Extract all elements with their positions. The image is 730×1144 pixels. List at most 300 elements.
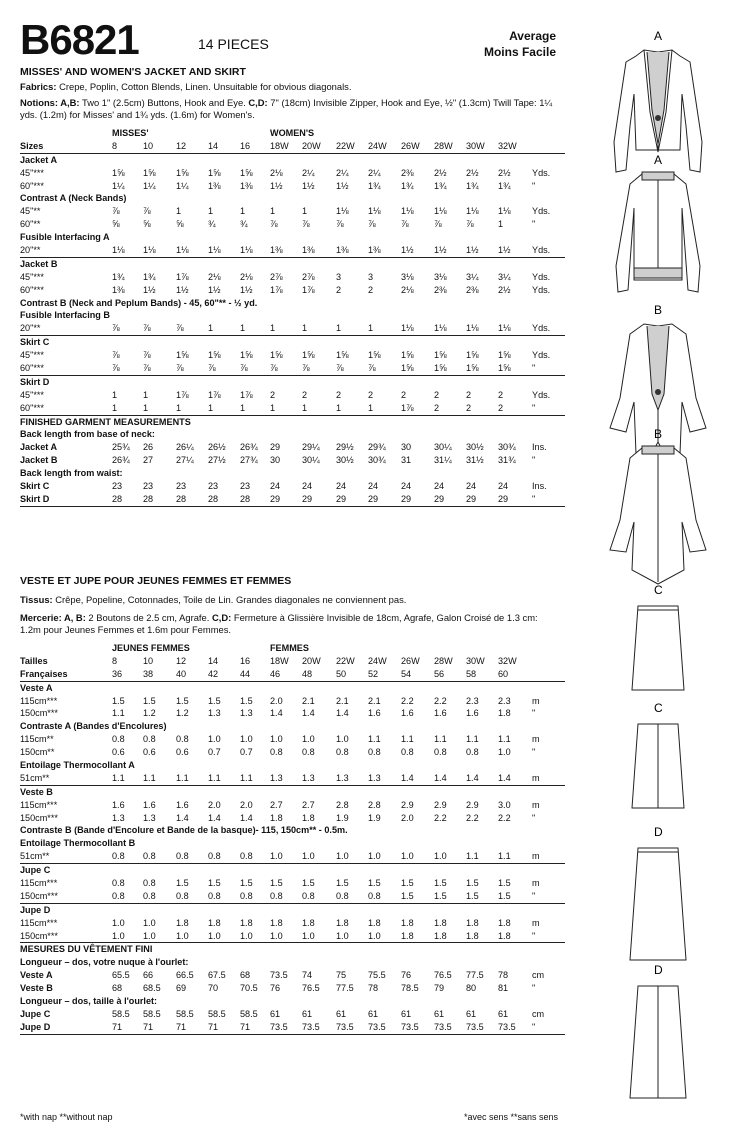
value-cell: 1⅝ [208,167,221,178]
section-heading [20,864,565,877]
size-cell: 14 [208,140,219,151]
value-cell: ⅞ [143,206,151,217]
row-label: 60"*** [20,284,44,295]
section-heading [20,837,565,850]
value-cell: 1¾ [434,180,447,191]
value-cell: 1⅛ [498,206,511,217]
notions-cd: 7" (18cm) Invisible Zipper, Hook and Eye, ½" (1.3cm) Twill Tape: 1¼ yds. (1.2m) for Misses' and 1¾ yds. (1.6m) for Women's. [20,97,553,121]
value-cell: 1⅞ [401,402,414,413]
value-cell: 1.6 [368,708,381,719]
view-c-front [632,583,684,690]
value-cell: 74 [302,970,313,981]
value-cell: 0.8 [143,878,156,889]
size-group-1: MISSES' [112,128,149,138]
value-cell: 1⅜ [336,245,349,256]
value-cell: 30¾ [368,455,386,466]
value-cell: 24 [368,481,379,492]
value-cell: 2 [368,389,374,400]
value-cell: 0.8 [270,747,283,758]
size-cell: 36 [112,668,123,679]
value-cell: 29 [434,493,445,504]
value-cell: 1.8 [498,930,511,941]
value-cell: ¾ [208,219,216,230]
value-cell: 3⅛ [401,271,414,282]
value-cell: 2⅜ [401,167,414,178]
view-a-front [614,29,702,172]
row-label: 150cm*** [20,708,58,719]
value-cell: 1 [208,402,214,413]
unit-cell: " [532,363,536,374]
value-cell: 27¼ [176,455,194,466]
value-cell: 73.5 [466,1021,484,1032]
value-cell: 1.0 [302,851,315,862]
value-cell: 2.3 [466,695,479,706]
size-cell: 22W [336,655,355,666]
value-cell: 1.3 [208,708,221,719]
size-cell: 16 [240,655,251,666]
table-row [20,1021,565,1035]
value-cell: 1.4 [240,812,253,823]
table-row [20,493,565,507]
value-cell: 1.8 [401,917,414,928]
unit-cell: m [532,799,540,810]
value-cell: 1.6 [112,799,125,810]
french-sizes-row-label: Françaises [20,668,68,679]
view-label: B [654,427,663,441]
value-cell: 2 [401,389,407,400]
value-cell: 79 [434,983,445,994]
value-cell: 1.1 [401,734,414,745]
value-cell: 1.8 [466,930,479,941]
pattern-title: MISSES' AND WOMEN'S JACKET AND SKIRT [20,66,246,78]
value-cell: 2.3 [498,695,511,706]
value-cell: ⅝ [176,219,184,230]
value-cell: 68 [112,983,123,994]
size-cell: 30W [466,655,485,666]
value-cell: 0.6 [176,747,189,758]
value-cell: 2¼ [302,167,315,178]
fabrics-label: Fabrics: [20,81,57,92]
value-cell: 1.8 [208,917,221,928]
value-cell: 58.5 [112,1008,130,1019]
value-cell: 3 [368,271,374,282]
sizes-row [20,140,565,154]
value-cell: 1.5 [434,878,447,889]
value-cell: 1.8 [498,917,511,928]
value-cell: 29 [336,493,347,504]
value-cell: 1.5 [240,878,253,889]
value-cell: 76 [401,970,412,981]
value-cell: 0.8 [112,878,125,889]
value-cell: 2½ [498,284,511,295]
value-cell: 1.5 [434,890,447,901]
value-cell: 1¼ [112,180,125,191]
mercerie-cd-label: C,D: [211,612,232,623]
unit-cell: " [532,708,536,719]
value-cell: 27 [143,455,154,466]
value-cell: 76 [270,983,281,994]
section-heading [20,309,565,322]
value-cell: 2 [434,402,440,413]
size-group-header [20,642,565,655]
value-cell: 1.0 [302,930,315,941]
value-cell: 0.8 [368,890,381,901]
value-cell: 1.0 [434,851,447,862]
value-cell: 1.0 [270,734,283,745]
value-cell: 1 [302,206,308,217]
value-cell: 26¾ [240,442,258,453]
value-cell: 30¼ [434,442,452,453]
size-cell: 28W [434,140,453,151]
value-cell: ⅞ [270,363,278,374]
value-cell: 1.0 [240,734,253,745]
size-cell: 38 [143,668,154,679]
value-cell: 29 [270,493,281,504]
value-cell: 2½ [466,167,479,178]
value-cell: 2.8 [368,799,381,810]
value-cell: 0.8 [208,851,221,862]
value-cell: 75.5 [368,970,386,981]
value-cell: 0.8 [208,890,221,901]
value-cell: ⅞ [434,219,442,230]
value-cell: 1½ [143,284,156,295]
value-cell: ⅞ [143,363,151,374]
value-cell: 30¾ [498,442,516,453]
value-cell: 1⅛ [240,245,253,256]
value-cell: 0.8 [336,890,349,901]
value-cell: 1⅝ [176,350,189,361]
row-label: 45"*** [20,167,44,178]
value-cell: 1½ [208,284,221,295]
value-cell: ⅝ [143,219,151,230]
section-label: Jupe D [20,904,51,915]
value-cell: 1.5 [270,878,283,889]
value-cell: 0.8 [434,747,447,758]
value-cell: 2 [336,389,342,400]
value-cell: 1.0 [336,851,349,862]
nap-legend-fr: *avec sens **sans sens [464,1112,559,1122]
size-cell: 54 [401,668,412,679]
value-cell: 0.8 [240,890,253,901]
value-cell: 1⅜ [112,284,125,295]
value-cell: 1.1 [498,734,511,745]
value-cell: 28 [208,493,219,504]
value-cell: 1 [208,206,214,217]
value-cell: 26¾ [112,455,130,466]
value-cell: 24 [270,481,281,492]
notions-text [20,97,560,122]
value-cell: 1.3 [368,772,381,783]
value-cell: 1⅝ [112,167,125,178]
value-cell: 1½ [302,180,315,191]
value-cell: 2.2 [498,812,511,823]
size-cell: 12 [176,655,187,666]
value-cell: ⅞ [336,363,344,374]
value-cell: 2⅜ [434,284,447,295]
value-cell: 1⅛ [336,206,349,217]
value-cell: 2.2 [434,812,447,823]
value-cell: 2.7 [270,799,283,810]
table-row [20,1008,565,1021]
table-row [20,695,565,708]
value-cell: 78.5 [401,983,419,994]
section-heading [20,682,565,695]
value-cell: 2.0 [240,799,253,810]
value-cell: 1.0 [401,851,414,862]
value-cell: 68.5 [143,983,161,994]
value-cell: 69 [176,983,187,994]
value-cell: 1⅝ [466,363,479,374]
value-cell: 1.3 [270,772,283,783]
value-cell: 1⅛ [112,245,125,256]
value-cell: 2⅛ [401,284,414,295]
table-row [20,349,565,362]
value-cell: 1⅞ [270,284,283,295]
value-cell: 73.5 [401,1021,419,1032]
value-cell: 2.9 [434,799,447,810]
value-cell: ⅞ [270,219,278,230]
value-cell: 1⅛ [401,323,414,334]
value-cell: 1.6 [401,708,414,719]
unit-cell: " [532,983,536,994]
unit-cell: m [532,851,540,862]
table-row [20,799,565,812]
tissus-label: Tissus: [20,594,53,605]
table-row [20,362,565,376]
section-label: Entoilage Thermocollant B [20,838,136,849]
value-cell: 2½ [498,167,511,178]
mercerie-text [20,612,560,637]
size-cell: 28W [434,655,453,666]
size-cell: 12 [176,140,187,151]
section-label: Jacket A [20,154,58,165]
value-cell: 1.5 [498,878,511,889]
notions-cd-label: C,D: [248,97,268,108]
value-cell: 61 [336,1008,347,1019]
value-cell: 1⅝ [270,350,283,361]
row-label: 115cm*** [20,917,58,928]
size-cell: 48 [302,668,313,679]
value-cell: 1.1 [466,734,479,745]
view-b-back [610,427,706,584]
value-cell: 1.5 [498,890,511,901]
value-cell: 1.6 [466,708,479,719]
value-cell: 58.5 [143,1008,161,1019]
value-cell: 30 [401,442,412,453]
value-cell: 1 [302,323,308,334]
value-cell: 1⅞ [240,389,253,400]
size-group-header [20,127,565,140]
table-row [20,930,565,944]
value-cell: 1⅝ [434,350,447,361]
value-cell: 3¼ [498,271,511,282]
table-row [20,969,565,982]
table-row [20,772,565,786]
table-row [20,322,565,336]
value-cell: 1 [498,219,504,230]
section-heading [20,258,565,271]
difficulty [460,28,556,60]
row-label: 150cm*** [20,812,58,823]
value-cell: 1 [270,323,276,334]
value-cell: 26 [143,442,154,453]
value-cell: 27½ [208,455,226,466]
value-cell: 24 [498,481,509,492]
value-cell: 1 [336,402,342,413]
value-cell: ⅞ [336,219,344,230]
row-label: 20"** [20,245,41,256]
value-cell: 1⅛ [466,206,479,217]
section-label: Fusible Interfacing A [20,232,110,243]
notions-ab: Two 1" (2.5cm) Buttons, Hook and Eye. [79,97,249,108]
value-cell: 3 [336,271,342,282]
value-cell: 1¾ [112,271,125,282]
value-cell: 2 [466,402,472,413]
value-cell: 68 [240,970,251,981]
value-cell: 28 [176,493,187,504]
value-cell: 0.6 [143,747,156,758]
value-cell: 1.8 [434,930,447,941]
value-cell: 1.0 [176,930,189,941]
value-cell: 1 [336,323,342,334]
value-cell: 1⅝ [240,167,253,178]
value-cell: 58.5 [240,1008,258,1019]
english-yardage-table [20,127,565,507]
row-label: Veste A [20,970,53,981]
row-label: 60"** [20,219,41,230]
value-cell: 1.5 [368,878,381,889]
row-label: 60"*** [20,402,44,413]
value-cell: 28 [112,493,123,504]
value-cell: 70.5 [240,983,258,994]
value-cell: 29 [466,493,477,504]
value-cell: 31¾ [498,455,516,466]
value-cell: 1⅞ [302,284,315,295]
unit-cell: Yds. [532,323,551,334]
row-label: 60"*** [20,180,44,191]
value-cell: 67.5 [208,970,226,981]
value-cell: 1¾ [466,180,479,191]
value-cell: 2.1 [302,695,315,706]
value-cell: 0.8 [270,890,283,901]
value-cell: 2.1 [368,695,381,706]
value-cell: 1.3 [336,772,349,783]
unit-cell: Yds. [532,167,551,178]
size-cell: 40 [176,668,187,679]
section-label: Longueur – dos, votre nuque à l'ourlet: [20,957,189,968]
value-cell: 1.2 [143,708,156,719]
unit-cell: " [532,1021,536,1032]
value-cell: 1.4 [498,772,511,783]
unit-cell: cm [532,1008,545,1019]
section-label: Contrast A (Neck Bands) [20,193,127,204]
value-cell: 1¾ [143,271,156,282]
value-cell: 1⅝ [401,350,414,361]
value-cell: 71 [208,1021,219,1032]
value-cell: 71 [176,1021,187,1032]
value-cell: 1.1 [112,708,125,719]
value-cell: 1¼ [176,180,189,191]
size-cell: 26W [401,140,420,151]
value-cell: 29¼ [302,442,320,453]
section-heading [20,231,565,244]
value-cell: 1.0 [208,930,221,941]
value-cell: 1.5 [401,878,414,889]
value-cell: 73.5 [368,1021,386,1032]
unit-cell: Yds. [532,389,551,400]
value-cell: 0.8 [401,747,414,758]
size-cell: 42 [208,668,219,679]
size-cell: 8 [112,140,118,151]
unit-cell: Yds. [532,284,551,295]
value-cell: 0.8 [112,851,125,862]
value-cell: 1.6 [143,799,156,810]
value-cell: 0.7 [208,747,221,758]
value-cell: 1.1 [112,772,125,783]
value-cell: 2 [434,389,440,400]
value-cell: 1⅝ [143,167,156,178]
value-cell: 24 [302,481,313,492]
value-cell: 23 [143,481,154,492]
value-cell: 2.0 [401,812,414,823]
value-cell: 1⅞ [176,271,189,282]
table-row [20,746,565,759]
row-label: 45"*** [20,389,44,400]
difficulty-en: Average [509,29,556,43]
value-cell: 0.8 [336,747,349,758]
value-cell: 2 [498,402,504,413]
table-row [20,244,565,258]
row-label: 115cm** [20,734,54,745]
value-cell: 73.5 [498,1021,516,1032]
table-row [20,402,565,416]
section-label: Entoilage Thermocollant A [20,760,135,771]
view-label: A [654,29,663,43]
row-label: Jacket A [20,442,58,453]
value-cell: 1.8 [401,930,414,941]
value-cell: 30 [270,455,281,466]
value-cell: 77.5 [336,983,354,994]
value-cell: 73.5 [434,1021,452,1032]
french-title: VESTE ET JUPE POUR JEUNES FEMMES ET FEMMES [20,575,292,587]
value-cell: 24 [434,481,445,492]
unit-cell: " [532,890,536,901]
mercerie-label: Mercerie: A, B: [20,612,86,623]
piece-count: 14 PIECES [198,36,269,52]
value-cell: 2.2 [434,695,447,706]
value-cell: 1.8 [270,812,283,823]
value-cell: 1.0 [498,747,511,758]
value-cell: 1.4 [302,708,315,719]
section-heading [20,428,565,441]
size-cell: 22W [336,140,355,151]
value-cell: 1.0 [143,930,156,941]
value-cell: 1⅛ [176,245,189,256]
value-cell: 78 [498,970,509,981]
value-cell: 1.8 [176,917,189,928]
value-cell: 1 [368,323,374,334]
value-cell: 1¼ [143,180,156,191]
value-cell: 1⅝ [466,350,479,361]
value-cell: 1.8 [498,708,511,719]
view-label: D [654,825,663,839]
value-cell: 77.5 [466,970,484,981]
value-cell: 1 [240,206,246,217]
value-cell: 2⅞ [270,271,283,282]
table-row [20,707,565,720]
unit-cell: " [532,455,536,466]
value-cell: 2 [336,284,342,295]
